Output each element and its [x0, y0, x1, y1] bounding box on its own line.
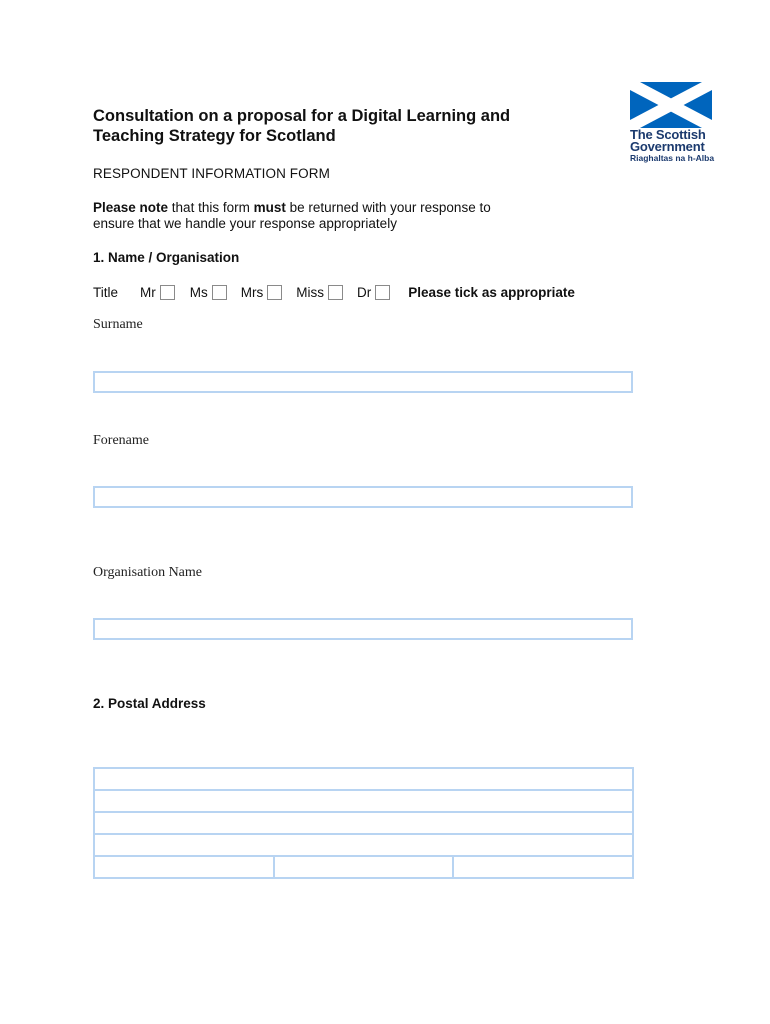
address-line3-input[interactable] [95, 813, 632, 835]
option-dr-label: Dr [357, 284, 372, 300]
note-paragraph [93, 200, 573, 232]
forename-label: Forename [93, 433, 149, 448]
form-heading: RESPONDENT INFORMATION FORM [93, 166, 330, 181]
organisation-input[interactable] [93, 618, 633, 640]
address-split-row [95, 857, 632, 879]
note-text3: ensure that we handle your response appropriately [93, 216, 397, 231]
tick-note: Please tick as appropriate [408, 284, 575, 300]
title-line2: Teaching Strategy for Scotland [93, 127, 336, 145]
saltire-flag-icon [630, 82, 712, 128]
address-line2-input[interactable] [95, 791, 632, 813]
surname-label: Surname [93, 317, 143, 332]
option-mr [140, 285, 175, 300]
mr-checkbox[interactable] [160, 285, 175, 300]
scottish-government-logo [617, 76, 729, 172]
title-options-row [93, 283, 575, 301]
surname-input[interactable] [93, 371, 633, 393]
option-miss-label: Miss [296, 284, 325, 300]
option-mr-label: Mr [140, 284, 156, 300]
section2-heading: 2. Postal Address [93, 696, 206, 711]
logo-line2: Government [630, 139, 705, 154]
option-ms [190, 285, 227, 300]
option-ms-label: Ms [189, 284, 208, 300]
address-line1-input[interactable] [95, 769, 632, 791]
address-cell3-input[interactable] [454, 857, 632, 877]
note-bold1: Please note [93, 200, 169, 215]
option-mrs [241, 285, 283, 300]
note-text1: that this form [168, 200, 254, 215]
address-cell2-input[interactable] [275, 857, 455, 877]
address-cell1-input[interactable] [95, 857, 275, 877]
note-text2: be returned with your response to [285, 200, 491, 215]
ms-checkbox[interactable] [212, 285, 227, 300]
mrs-checkbox[interactable] [267, 285, 282, 300]
option-mrs-label: Mrs [240, 284, 264, 300]
title-line1: Consultation on a proposal for a Digital Learning and [93, 107, 511, 125]
note-bold2: must [253, 200, 286, 215]
option-dr [357, 285, 390, 300]
logo-line1: The Scottish [630, 127, 706, 142]
logo-line3: Riaghaltas na h-Alba [630, 153, 715, 163]
postal-address-table [93, 767, 634, 879]
page-title [93, 106, 593, 146]
dr-checkbox[interactable] [375, 285, 390, 300]
organisation-label: Organisation Name [93, 565, 202, 580]
forename-input[interactable] [93, 486, 633, 508]
option-miss [296, 285, 343, 300]
miss-checkbox[interactable] [328, 285, 343, 300]
section1-heading: 1. Name / Organisation [93, 250, 240, 265]
address-line4-input[interactable] [95, 835, 632, 857]
title-label: Title [93, 284, 119, 300]
